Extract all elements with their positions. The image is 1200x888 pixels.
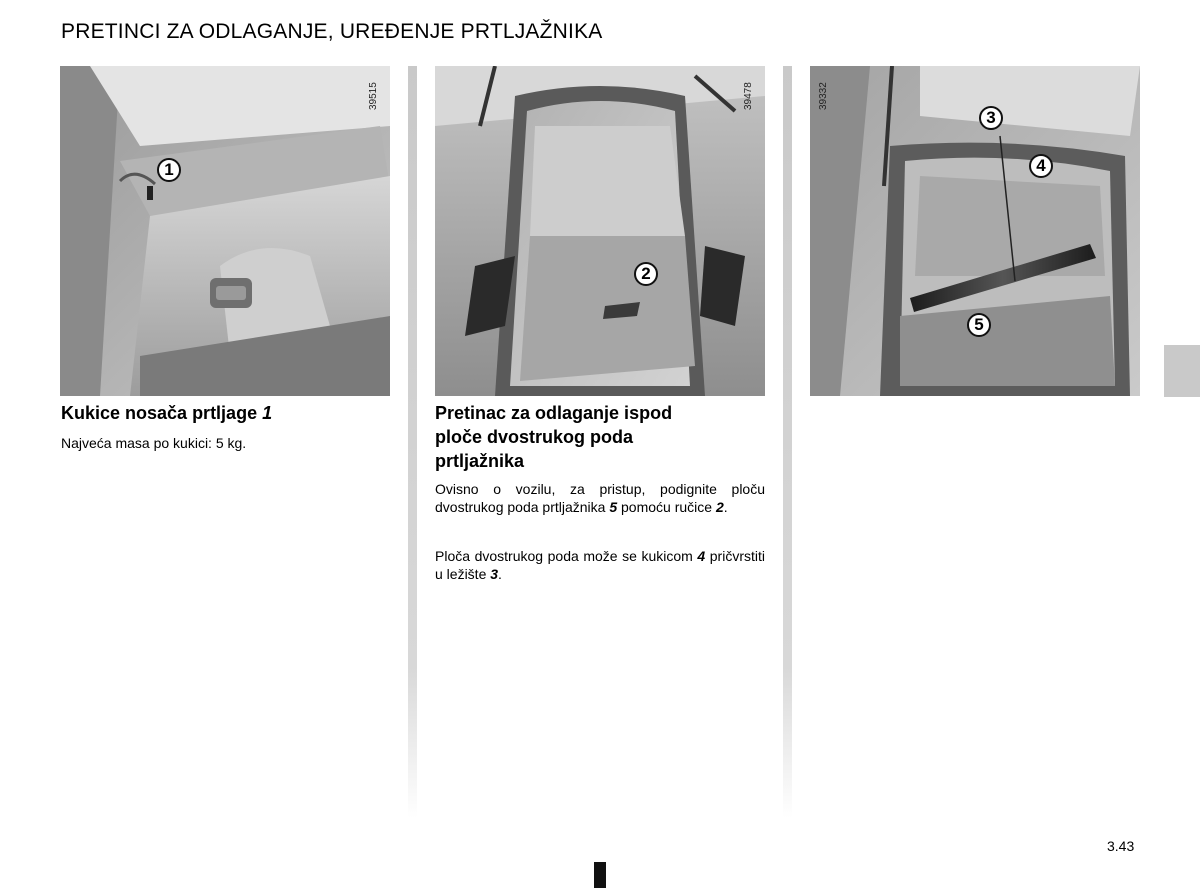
figure-double-floor-illustration: [435, 66, 765, 396]
callout-4: 4: [1029, 154, 1053, 178]
callout-5: 5: [967, 313, 991, 337]
figure-ref-number: 39332: [818, 82, 829, 110]
column-divider: [408, 66, 417, 818]
figure-double-floor-handle: [435, 66, 765, 396]
figure-floor-panel-illustration: [810, 66, 1140, 396]
callout-2: 2: [634, 262, 658, 286]
figure-ref-number: 39515: [368, 82, 379, 110]
page-title: PRETINCI ZA ODLAGANJE, UREĐENJE PRTLJAŽNIKA: [61, 20, 603, 43]
figure-ref-number: 39478: [743, 82, 754, 110]
section-heading-storage-compartment: Pretinac za odlaganje ispod ploče dvostrukog poda prtljažnika: [435, 403, 673, 471]
callout-3: 3: [979, 106, 1003, 130]
figure-luggage-hooks-illustration: [60, 66, 390, 396]
figure-floor-panel-raised: [810, 66, 1140, 396]
hooks-max-load-text: Najveća masa po kukici: 5 kg.: [61, 435, 247, 451]
figure-luggage-hooks: [60, 66, 390, 396]
storage-access-paragraph: Ovisno o vozilu, za pristup, podignite ploču dvostrukog poda prtljažnika 5 pomoću ručice 2.: [435, 481, 765, 515]
column-divider: [783, 66, 792, 818]
print-mark: [594, 862, 606, 888]
storage-hook-paragraph: Ploča dvostrukog poda može se kukicom 4 pričvrstiti u ležište 3.: [435, 548, 765, 582]
callout-1: 1: [157, 158, 181, 182]
section-heading-luggage-hooks: Kukice nosača prtljage 1: [61, 403, 273, 423]
chapter-tab: [1164, 345, 1200, 397]
page-number: 3.43: [1107, 838, 1135, 854]
